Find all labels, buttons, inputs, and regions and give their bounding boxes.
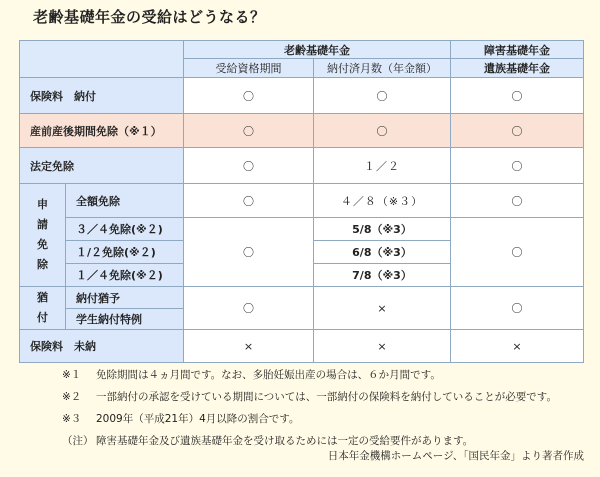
row-label-full: 全額免除 bbox=[66, 184, 184, 218]
footnote-text: 一部納付の承認を受けている期間については、一部納付の保険料を納付していることが必要です。 bbox=[96, 391, 557, 403]
cell-half-months: 6/8（※3） bbox=[314, 241, 451, 264]
header-corner bbox=[20, 41, 184, 78]
row-label-quarter: １／４免除(※２) bbox=[66, 264, 184, 287]
header-survivors: 遺族基礎年金 bbox=[451, 59, 584, 78]
header-eligibility: 受給資格期間 bbox=[184, 59, 314, 78]
footnote-text: 障害基礎年金及び遺族基礎年金を受け取るためには一定の受給要件があります。 bbox=[96, 435, 474, 447]
cell-unpaid-months: × bbox=[314, 330, 451, 363]
cell-unpaid-eligibility: × bbox=[184, 330, 314, 363]
cell-deferral-disability: 〇 bbox=[451, 287, 584, 330]
cell-partial-disability: 〇 bbox=[451, 218, 584, 287]
footnote bbox=[62, 386, 557, 408]
row-label-three-quarter: ３／４免除(※２) bbox=[66, 218, 184, 241]
cell-paid-months: 〇 bbox=[314, 78, 451, 114]
group-char: 除 bbox=[37, 258, 48, 271]
row-label-payment-deferral: 納付猶予 bbox=[66, 287, 184, 309]
cell-legal-disability: 〇 bbox=[451, 148, 584, 184]
cell-quarter-months: 7/8（※3） bbox=[314, 264, 451, 287]
group-char: 申 bbox=[37, 198, 48, 211]
group-char: 免 bbox=[37, 238, 48, 251]
group-char: 付 bbox=[37, 311, 48, 324]
cell-full-disability: 〇 bbox=[451, 184, 584, 218]
group-label-application bbox=[20, 184, 66, 287]
row-label-student: 学生納付特例 bbox=[66, 309, 184, 330]
footnote bbox=[62, 364, 557, 386]
header-disability: 障害基礎年金 bbox=[451, 41, 584, 59]
header-old-age: 老齢基礎年金 bbox=[184, 41, 451, 59]
cell-unpaid-disability: × bbox=[451, 330, 584, 363]
cell-deferral-eligibility: 〇 bbox=[184, 287, 314, 330]
group-label-deferral bbox=[20, 287, 66, 330]
cell-paid-eligibility: 〇 bbox=[184, 78, 314, 114]
footnote-text: 2009年（平成21年）4月以降の割合です。 bbox=[96, 413, 300, 425]
cell-maternity-months: 〇 bbox=[314, 114, 451, 148]
footnotes bbox=[62, 364, 557, 452]
footnote bbox=[62, 408, 557, 430]
cell-full-months: ４／８（※３） bbox=[314, 184, 451, 218]
header-paid-months: 納付済月数（年金額） bbox=[314, 59, 451, 78]
row-label-legal: 法定免除 bbox=[20, 148, 184, 184]
cell-legal-months: １／２ bbox=[314, 148, 451, 184]
cell-maternity-eligibility: 〇 bbox=[184, 114, 314, 148]
cell-paid-disability: 〇 bbox=[451, 78, 584, 114]
cell-legal-eligibility: 〇 bbox=[184, 148, 314, 184]
footnote-key: （注） bbox=[62, 435, 94, 447]
row-label-maternity: 産前産後期間免除（※１） bbox=[20, 114, 184, 148]
footnote-key: ※３ bbox=[62, 413, 82, 425]
cell-deferral-months: × bbox=[314, 287, 451, 330]
page-title: 老齢基礎年金の受給はどうなる？ bbox=[33, 8, 266, 26]
row-label-paid: 保険料 納付 bbox=[20, 78, 184, 114]
cell-maternity-disability: 〇 bbox=[451, 114, 584, 148]
group-char: 猶 bbox=[37, 291, 48, 304]
cell-full-eligibility: 〇 bbox=[184, 184, 314, 218]
row-label-half: １/２免除(※２) bbox=[66, 241, 184, 264]
group-char: 請 bbox=[37, 218, 48, 231]
cell-partial-eligibility: 〇 bbox=[184, 218, 314, 287]
cell-three-quarter-months: 5/8（※3） bbox=[314, 218, 451, 241]
source-credit: 日本年金機構ホームページ、「国民年金」より著者作成 bbox=[327, 450, 584, 462]
footnote-text: 免除期間は４ヵ月間です。なお、多胎妊娠出産の場合は、６か月間です。 bbox=[96, 369, 441, 381]
footnote-key: ※１ bbox=[62, 369, 82, 381]
row-label-unpaid: 保険料 未納 bbox=[20, 330, 184, 363]
benefit-table bbox=[19, 40, 584, 363]
footnote-key: ※２ bbox=[62, 391, 82, 403]
